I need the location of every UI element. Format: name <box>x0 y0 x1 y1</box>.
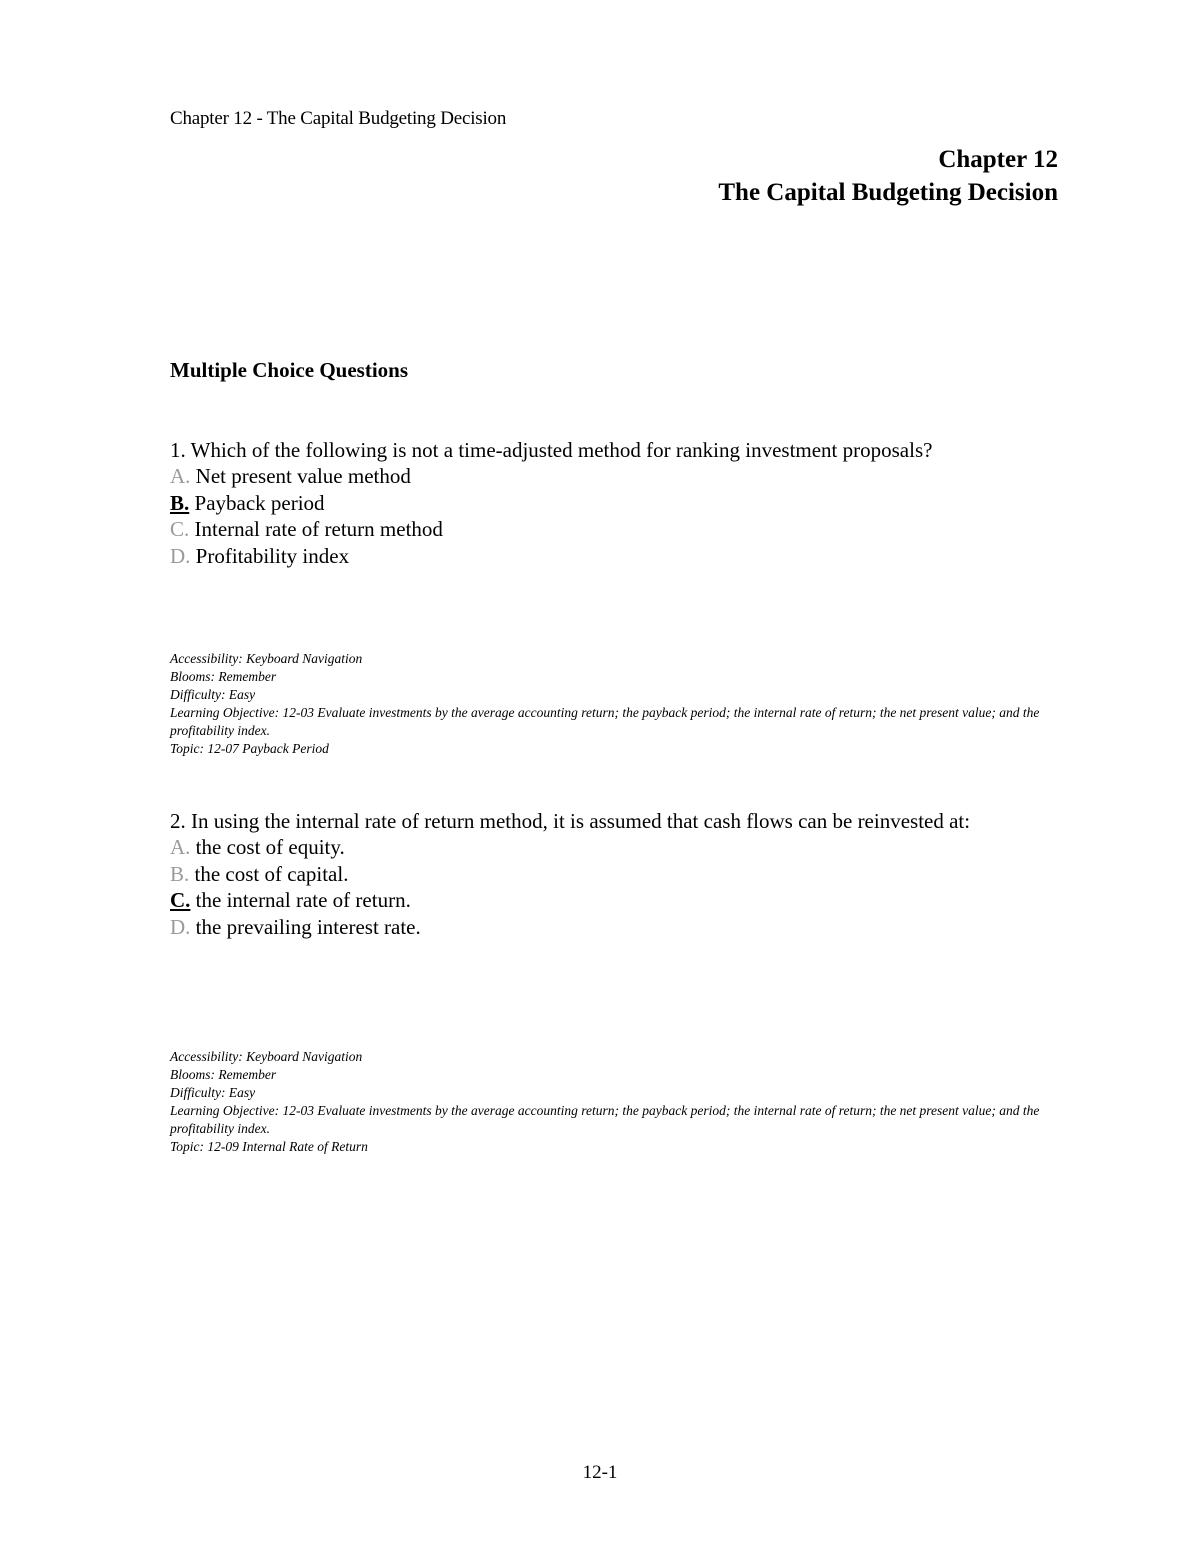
running-header: Chapter 12 - The Capital Budgeting Decision <box>170 108 507 129</box>
choice-text: the cost of capital. <box>194 861 349 886</box>
question-2-metadata <box>170 1048 1050 1156</box>
choice-a <box>170 463 1050 490</box>
choice-letter: B. <box>170 861 190 886</box>
question-1-metadata <box>170 650 1050 758</box>
meta-difficulty: Difficulty: Easy <box>170 687 256 702</box>
choice-letter: C. <box>170 517 190 541</box>
choice-d <box>170 543 1050 570</box>
meta-blooms: Blooms: Remember <box>170 669 277 684</box>
chapter-title <box>718 143 1058 209</box>
choice-text: Profitability index <box>195 543 350 568</box>
choice-c <box>170 516 1050 543</box>
choice-letter: A. <box>170 835 191 859</box>
choice-letter: A. <box>170 464 191 488</box>
question-1 <box>170 437 1050 569</box>
section-heading: Multiple Choice Questions <box>170 358 409 382</box>
choice-b <box>170 861 1050 888</box>
question-stem: 1. Which of the following is not a time-adjusted method for ranking investment proposals? <box>170 438 933 462</box>
choice-text: Payback period <box>194 490 325 515</box>
meta-topic: Topic: 12-09 Internal Rate of Return <box>170 1139 368 1154</box>
choice-c-correct <box>170 887 1050 914</box>
choice-d <box>170 914 1050 941</box>
meta-blooms: Blooms: Remember <box>170 1067 277 1082</box>
choice-text: the internal rate of return. <box>195 888 411 912</box>
question-stem: 2. In using the internal rate of return method, it is assumed that cash flows can be reinvested at: <box>170 809 971 833</box>
choice-letter: B. <box>170 490 190 515</box>
choice-letter: C. <box>170 888 191 912</box>
meta-accessibility: Accessibility: Keyboard Navigation <box>170 1049 363 1064</box>
meta-accessibility: Accessibility: Keyboard Navigation <box>170 651 363 666</box>
choice-b-correct <box>170 490 1050 517</box>
choice-text: Internal rate of return method <box>194 517 443 541</box>
choice-text: the cost of equity. <box>195 835 345 859</box>
question-2 <box>170 808 1050 940</box>
choice-a <box>170 834 1050 861</box>
choice-text: Net present value method <box>195 464 411 488</box>
meta-topic: Topic: 12-07 Payback Period <box>170 741 329 756</box>
meta-learning-objective: Learning Objective: 12-03 Evaluate investments by the average accounting return; the payback period; the internal rate of return; the net present value; and the profitability index. <box>170 1103 1040 1136</box>
chapter-number: Chapter 12 <box>938 146 1058 173</box>
meta-difficulty: Difficulty: Easy <box>170 1085 256 1100</box>
choice-text: the prevailing interest rate. <box>195 914 421 939</box>
chapter-name: The Capital Budgeting Decision <box>718 179 1058 206</box>
choice-letter: D. <box>170 914 191 939</box>
choice-letter: D. <box>170 543 191 568</box>
meta-learning-objective: Learning Objective: 12-03 Evaluate investments by the average accounting return; the payback period; the internal rate of return; the net present value; and the profitability index. <box>170 705 1040 738</box>
page-number: 12-1 <box>582 1462 618 1483</box>
